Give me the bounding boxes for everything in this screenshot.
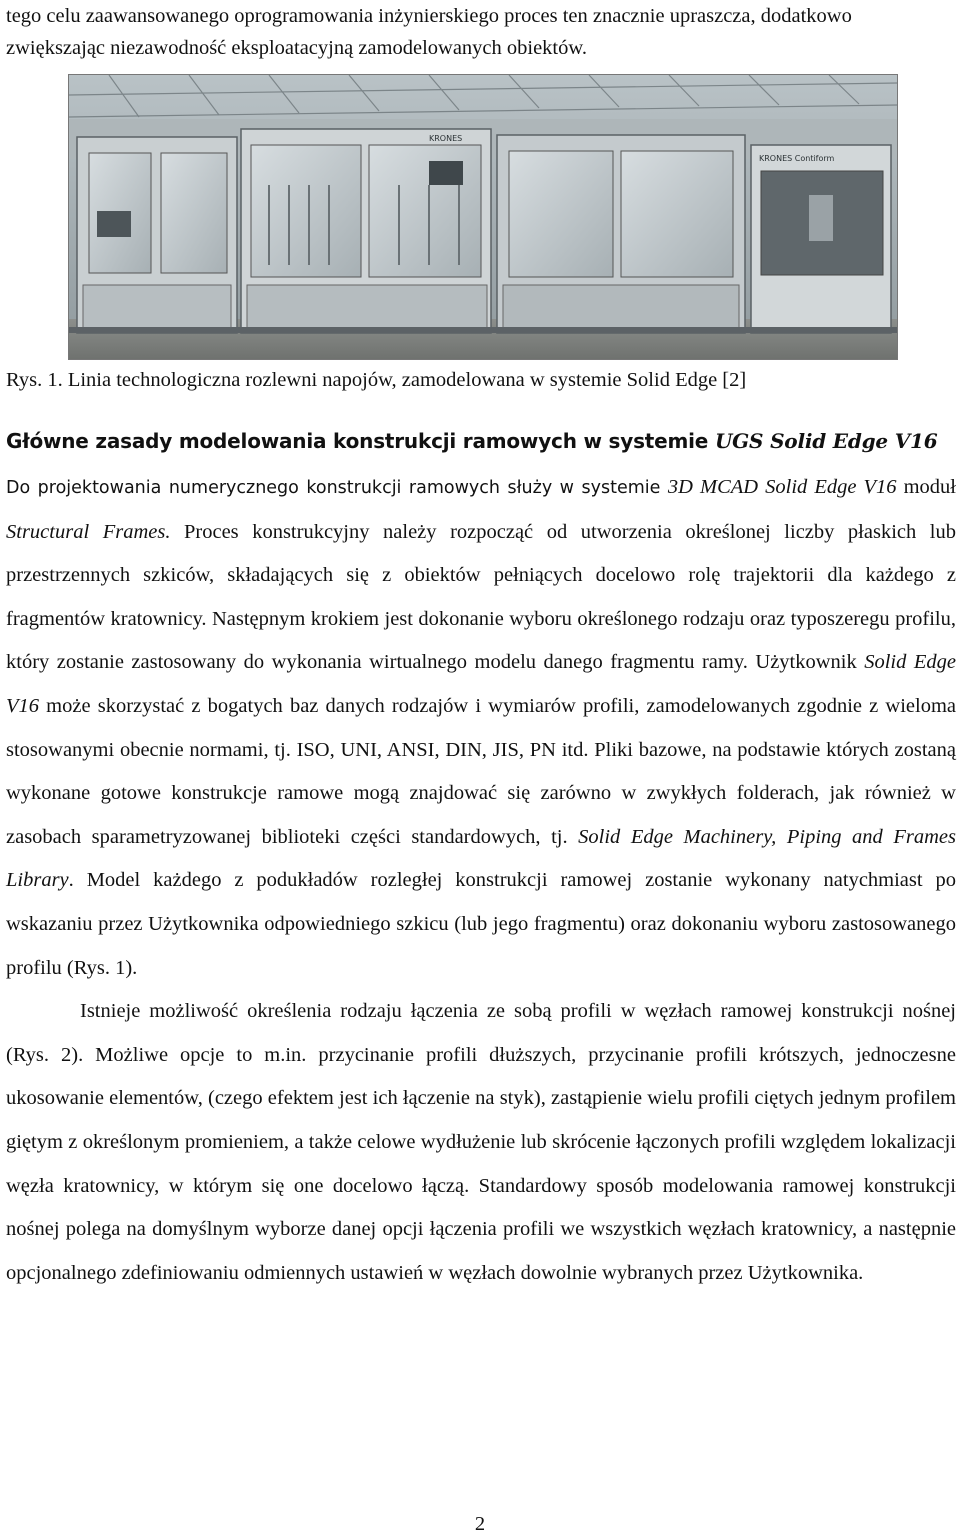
- factory-illustration: [69, 75, 897, 359]
- p1-segment-3: Proces konstrukcyjny należy rozpocząć od utworzenia określonej liczby płaskich lub przestrzennych szkiców, składających się z obiektów pełniących docelowo rolę trajektorii dla każdego z fragmentów kratownicy. Następnym krokiem jest dokonanie wyboru określonego rodzaju oraz typoszeregu profilu, który zostanie zastosowany do wykonania wirtualnego modelu danego fragmentu ramy. Użytkownik: [6, 520, 956, 674]
- krones-label-left: KRONES: [429, 134, 463, 143]
- p1-italic-3: Solid Edge V16: [6, 651, 956, 717]
- section-heading-text: Główne zasady modelowania konstrukcji ramowych w systemie: [6, 429, 715, 453]
- p1-italic-2: Structural Frames.: [6, 520, 171, 543]
- section-heading-product: UGS Solid Edge V16: [714, 429, 938, 453]
- figure-caption: Rys. 1. Linia technologiczna rozlewni napojów, zamodelowana w systemie Solid Edge [2]: [6, 369, 747, 391]
- p1-segment-1: Do projektowania numerycznego konstrukcji ramowych służy w systemie: [6, 478, 668, 498]
- page-number: 2: [474, 1513, 486, 1535]
- p1-italic-1: 3D MCAD Solid Edge V16: [667, 476, 897, 498]
- body-text: [6, 466, 956, 1295]
- p1-segment-5: . Model każdego z podukładów rozległej konstrukcji ramowej zostanie wykonany natychmiast po wskazaniu przez Użytkownika odpowiedniego szkicu (lub jego fragmentu) oraz dokonaniu wyboru zastosowanego profilu (Rys. 1).: [6, 869, 956, 979]
- p1-segment-4: może skorzystać z bogatych baz danych rodzajów i wymiarów profili, zamodelowanych zgodnie z wieloma stosowanymi obecnie normami, tj. ISO, UNI, ANSI, DIN, JIS, PN itd. Pliki bazowe, na podstawie których zostaną wykonane gotowe konstrukcje ramowe mogą znajdować się zarówno w zwykłych folderach, jak również w zasobach sparametryzowanej biblioteki części standardowych, tj.: [6, 694, 956, 848]
- krones-label-right: KRONES Contiform: [759, 154, 835, 163]
- paragraph-1: [6, 466, 956, 990]
- section-heading: [6, 425, 960, 457]
- intro-paragraph: tego celu zaawansowanego oprogramowania inżynierskiego proces ten znacznie upraszcza, dodatkowo zwiększając niezawodność eksploatacyjną zamodelowanych obiektów.: [6, 5, 852, 59]
- bottling-line-photo: [68, 74, 898, 360]
- p1-italic-4: Solid Edge Machinery, Piping and Frames Library: [6, 825, 956, 892]
- paragraph-2: Istnieje możliwość określenia rodzaju łączenia ze sobą profili w węzłach ramowej konstrukcji nośnej (Rys. 2). Możliwe opcje to m.in. przycinanie profili dłuższych, przycinanie profili krótszych, jednoczesne ukosowanie elementów, (czego efektem jest ich łączenie na styk), zastąpienie wielu profili ciętych jednym profilem giętym z określonym promieniem, a także celowe wydłużenie lub skrócenie łączonych profili względem lokalizacji węzła kratownicy, w którym się one docelowo łączą. Standardowy sposób modelowania ramowej konstrukcji nośnej polega na domyślnym wyborze danej opcji łączenia profili we wszystkich węzłach kratownicy, a następnie opcjonalnego zdefiniowaniu odmiennych ustawień w węzłach dowolnie wybranych przez Użytkownika.: [6, 1000, 956, 1284]
- p1-segment-2: moduł: [896, 476, 956, 498]
